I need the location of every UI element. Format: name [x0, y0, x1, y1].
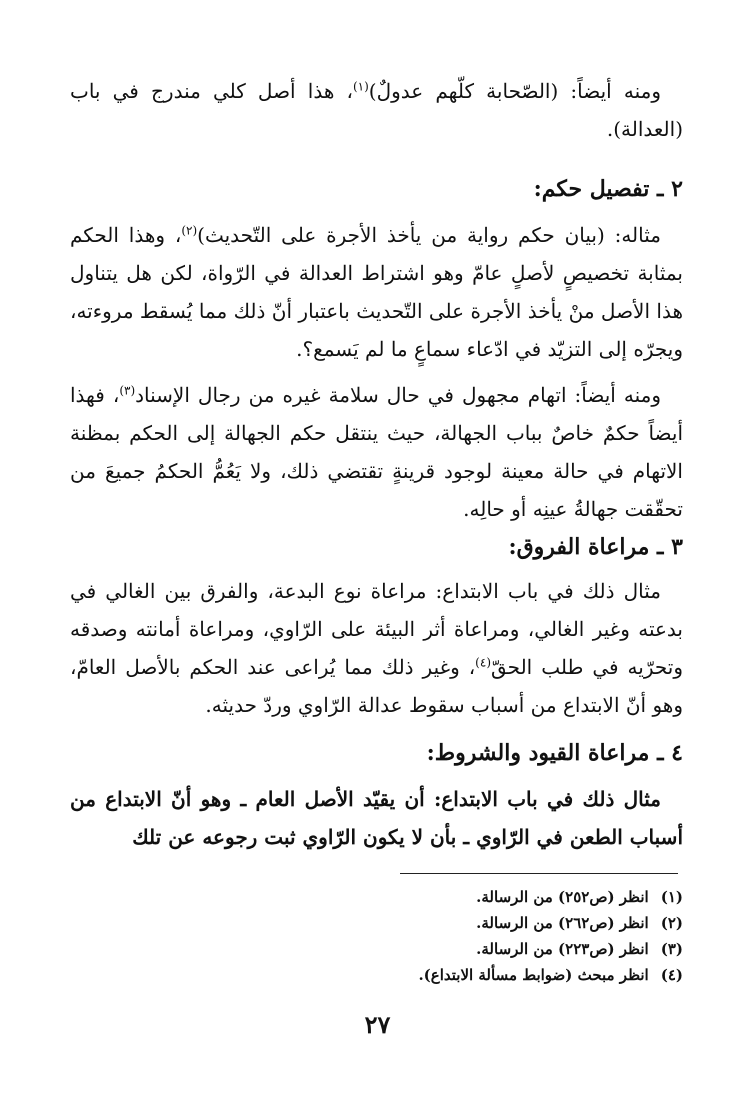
- paragraph-text: ومنه أيضاً: (الصّحابة كلّهم عدولٌ): [368, 79, 661, 103]
- paragraph-text: ، فهذا أيضاً حكمٌ خاصٌ بباب الجهالة، حيث ينتقل حكم الجهالة إلى الحكم بمظنة الاتهام في حالة معينة لوجود قرينةٍ تقتضي ذلك، ولا يَعُمُّ الحكمُ جميعَ من تحقّقت جهالةُ عينِه أو حالِه.: [70, 383, 684, 521]
- paragraph-text: مثاله: (بيان حكم رواية من يأخذ الأجرة على التّحديث): [197, 223, 661, 247]
- section-4-body: [70, 780, 683, 856]
- footnote-number: (٢): [660, 914, 683, 932]
- intro-paragraph-block: [70, 72, 683, 148]
- paragraph-text: ، هذا أصل كلي مندرج في باب (العدالة).: [70, 79, 683, 141]
- paragraph-conditions: مثال ذلك في باب الابتداع: أن يقيّد الأصل العام ـ وهو أنّ الابتداع من أسباب الطعن في الرّاوي ـ بأن لا يكون الرّاوي ثبت رجوعه عن تلك: [70, 787, 683, 849]
- paragraph-companions: [70, 72, 683, 148]
- section-2: [70, 170, 683, 208]
- paragraph-text: ، وغير ذلك مما يُراعى عند الحكم بالأصل العامّ، وهو أنّ الابتداع من أسباب سقوط عدالة الرّاوي وردّ حديثه.: [70, 655, 683, 717]
- paragraph-fee-narration: [70, 216, 683, 368]
- paragraph-differences: [70, 572, 683, 724]
- footnote-text: انظر (ص٢٥٢) من الرسالة.: [476, 888, 649, 906]
- footnotes-list: [353, 884, 683, 988]
- paragraph-text: ومنه أيضاً: اتهام مجهول في حال سلامة غيره من رجال الإسناد: [135, 383, 661, 407]
- footnote-item: [353, 910, 683, 936]
- section-heading-2: ٢ ـ تفصيل حكم:: [533, 176, 683, 202]
- section-heading-3: ٣ ـ مراعاة الفروق:: [508, 534, 683, 560]
- section-2-body: [70, 216, 683, 528]
- footnote-text: انظر (ص٢٢٣) من الرسالة.: [476, 940, 649, 958]
- section-3-body: [70, 572, 683, 724]
- footnote-item: [353, 962, 683, 988]
- footnote-ref-2[interactable]: (٢): [181, 223, 198, 238]
- section-heading-4: ٤ ـ مراعاة القيود والشروط:: [426, 740, 683, 766]
- footnote-ref-3[interactable]: (٣): [119, 383, 136, 398]
- footnote-number: (٣): [660, 940, 683, 958]
- section-3: [70, 528, 683, 566]
- footnote-ref-4[interactable]: (٤): [475, 655, 491, 670]
- paragraph-text: ، وهذا الحكم بمثابة تخصيصٍ لأصلٍ عامّ وهو اشتراط العدالة في الرّواة، لكن هل يتناول هذا الأصل منْ يأخذ الأجرة على التّحديث باعتبار أنّ ذلك مما يُسقط مروءته، ويجرّه إلى التزيّد في ادّعاء سماعٍ ما لم يَسمع؟.: [70, 223, 683, 361]
- footnote-item: [353, 884, 683, 910]
- footnote-text: انظر (ص٢٦٢) من الرسالة.: [476, 914, 649, 932]
- page-number: ٢٧: [364, 1010, 391, 1039]
- footnote-number: (٤): [660, 966, 683, 984]
- footnote-item: [353, 936, 683, 962]
- footnote-divider: [400, 873, 678, 874]
- paragraph-text: مثال ذلك في باب الابتداع: مراعاة نوع البدعة، والفرق بين الغالي في بدعته وغير الغالي، ومراعاة أثر البيئة على الرّاوي، ومراعاة أمانته وصدقه وتحرّيه في طلب الحقّ: [70, 579, 684, 679]
- footnote-ref-1[interactable]: (١): [352, 79, 369, 94]
- section-4: [70, 734, 683, 772]
- paragraph-unknown-narrator: [70, 376, 683, 528]
- footnote-number: (١): [660, 888, 683, 906]
- footnote-text: انظر مبحث (ضوابط مسألة الابتداع).: [418, 966, 649, 984]
